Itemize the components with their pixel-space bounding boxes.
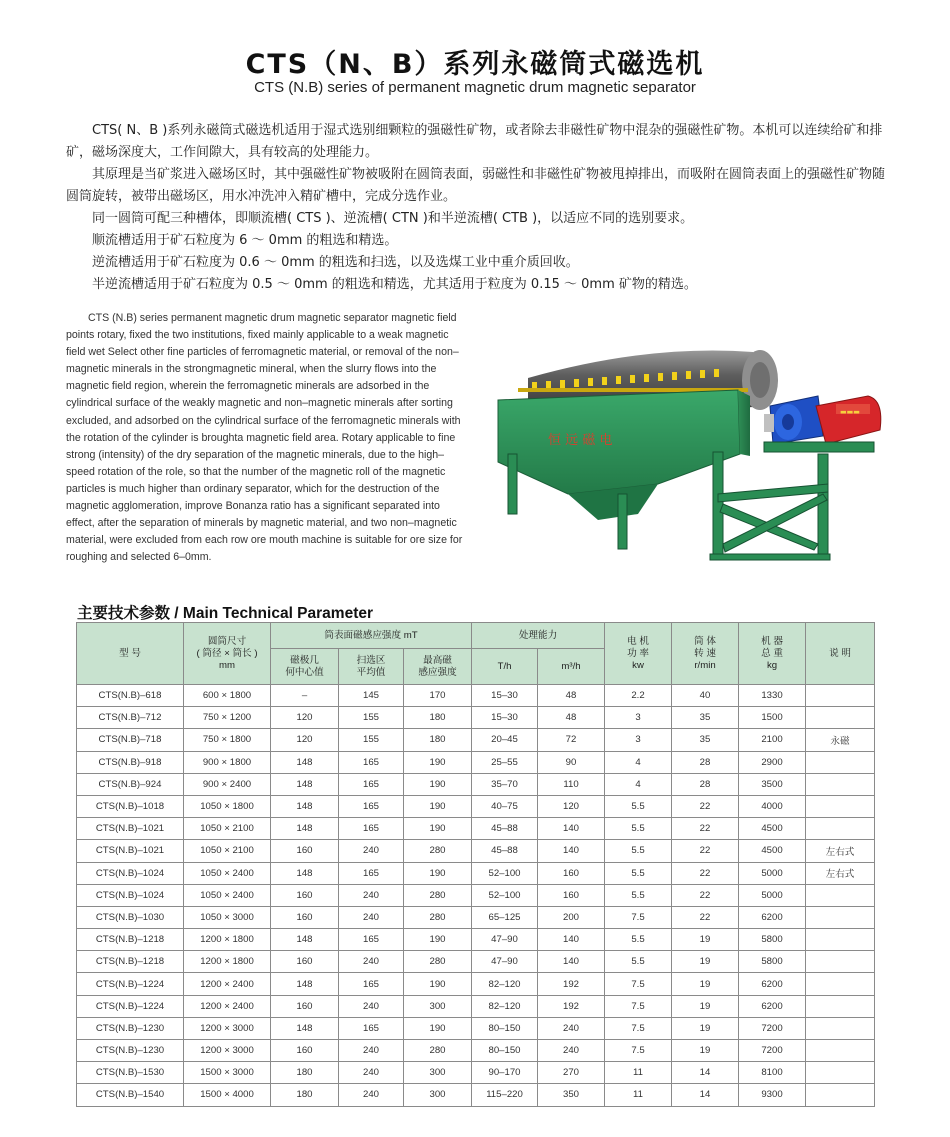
table-cell: CTS(N.B)–1024 — [77, 884, 184, 906]
table-row — [77, 906, 875, 928]
table-cell: 9300 — [739, 1084, 806, 1106]
table-cell: 190 — [404, 1017, 472, 1039]
table-cell: 120 — [271, 729, 339, 751]
table-cell — [806, 1017, 875, 1039]
table-cell: 22 — [672, 906, 739, 928]
table-cell: 165 — [339, 862, 404, 884]
table-cell: 52–100 — [472, 862, 538, 884]
table-row — [77, 840, 875, 862]
table-cell: 82–120 — [472, 973, 538, 995]
header-field-avg: 扫选区 平均值 — [339, 649, 404, 685]
table-cell: 1200 × 1800 — [184, 929, 271, 951]
table-cell: 140 — [538, 951, 605, 973]
header-capacity-th: T/h — [472, 649, 538, 685]
table-cell: 15–30 — [472, 685, 538, 707]
table-cell: 240 — [538, 1017, 605, 1039]
table-cell: 5.5 — [605, 795, 672, 817]
table-cell: 19 — [672, 973, 739, 995]
table-cell — [806, 751, 875, 773]
table-cell: 165 — [339, 773, 404, 795]
table-cell: 35 — [672, 707, 739, 729]
red-gearbox — [816, 396, 881, 444]
table-row — [77, 685, 875, 707]
table-cell: 900 × 2400 — [184, 773, 271, 795]
table-cell: 45–88 — [472, 840, 538, 862]
page-title: CTS（N、B）系列永磁筒式磁选机 — [245, 49, 705, 80]
table-cell: 750 × 1200 — [184, 707, 271, 729]
table-cell: 90–170 — [472, 1062, 538, 1084]
table-row — [77, 707, 875, 729]
table-cell: 2.2 — [605, 685, 672, 707]
table-cell: 80–150 — [472, 1017, 538, 1039]
table-cell — [806, 707, 875, 729]
table-cell: 5800 — [739, 929, 806, 951]
table-cell: CTS(N.B)–712 — [77, 707, 184, 729]
table-cell: 148 — [271, 1017, 339, 1039]
table-cell: 22 — [672, 840, 739, 862]
table-cell — [806, 1040, 875, 1062]
table-cell: 300 — [404, 1062, 472, 1084]
table-cell: CTS(N.B)–1224 — [77, 973, 184, 995]
table-cell: 1500 — [739, 707, 806, 729]
table-cell: 4500 — [739, 818, 806, 840]
table-cell: 22 — [672, 818, 739, 840]
header-field-max: 最高磁 感应强度 — [404, 649, 472, 685]
table-cell: 280 — [404, 906, 472, 928]
table-row — [77, 795, 875, 817]
table-cell: 148 — [271, 862, 339, 884]
table-cell: 11 — [605, 1062, 672, 1084]
table-body — [77, 685, 875, 1107]
table-cell: 22 — [672, 795, 739, 817]
table-cell: CTS(N.B)–1021 — [77, 818, 184, 840]
header-field-strength: 筒表面磁感应强度 mT — [271, 623, 472, 649]
table-cell: CTS(N.B)–1230 — [77, 1040, 184, 1062]
table-cell: 1200 × 3000 — [184, 1017, 271, 1039]
table-cell: 160 — [271, 951, 339, 973]
table-cell: 190 — [404, 818, 472, 840]
table-cell: 19 — [672, 929, 739, 951]
table-row — [77, 1040, 875, 1062]
table-cell: 48 — [538, 707, 605, 729]
table-cell: 165 — [339, 973, 404, 995]
drive-motor — [764, 396, 823, 444]
page-subtitle: CTS (N.B) series of permanent magnetic drum magnetic separator — [254, 79, 696, 96]
table-cell — [806, 1084, 875, 1106]
table-title: 主要技术参数 / Main Technical Parameter — [77, 605, 374, 622]
table-cell: CTS(N.B)–618 — [77, 685, 184, 707]
table-cell — [806, 1062, 875, 1084]
table-cell: 72 — [538, 729, 605, 751]
intro-paragraph: 半逆流槽适用于矿石粒度为 0.5 ～ 0mm 的粗选和精选，尤其适用于粒度为 0.15 ～ 0mm 矿物的精选。 — [92, 277, 697, 292]
table-cell — [806, 685, 875, 707]
table-row — [77, 929, 875, 951]
table-cell: 8100 — [739, 1062, 806, 1084]
table-cell: 120 — [271, 707, 339, 729]
table-cell: 160 — [271, 995, 339, 1017]
table-cell: 35–70 — [472, 773, 538, 795]
table-cell: 19 — [672, 951, 739, 973]
table-cell: 165 — [339, 1017, 404, 1039]
table-cell: 1500 × 3000 — [184, 1062, 271, 1084]
table-cell: 120 — [538, 795, 605, 817]
table-cell: 160 — [271, 906, 339, 928]
table-cell: 165 — [339, 751, 404, 773]
table-cell: 19 — [672, 1040, 739, 1062]
table-cell: 1200 × 2400 — [184, 995, 271, 1017]
table-cell: 7200 — [739, 1040, 806, 1062]
table-cell — [806, 773, 875, 795]
table-cell: 65–125 — [472, 906, 538, 928]
table-cell: 148 — [271, 818, 339, 840]
table-cell: 3500 — [739, 773, 806, 795]
table-cell: 5800 — [739, 951, 806, 973]
header-capacity: 处理能力 — [472, 623, 605, 649]
table-cell: 40–75 — [472, 795, 538, 817]
table-cell: 1500 × 4000 — [184, 1084, 271, 1106]
table-cell: 48 — [538, 685, 605, 707]
table-cell: 180 — [271, 1062, 339, 1084]
table-cell: 7.5 — [605, 1017, 672, 1039]
table-cell: 35 — [672, 729, 739, 751]
table-cell: 280 — [404, 1040, 472, 1062]
table-cell: 155 — [339, 729, 404, 751]
table-cell: 192 — [538, 995, 605, 1017]
table-cell: 750 × 1800 — [184, 729, 271, 751]
magnetic-separator-image — [488, 344, 888, 566]
table-cell: 240 — [339, 1062, 404, 1084]
header-pole-center: 磁极几 何中心值 — [271, 649, 339, 685]
table-cell: 4500 — [739, 840, 806, 862]
table-cell: 192 — [538, 973, 605, 995]
table-row — [77, 995, 875, 1017]
table-cell: 14 — [672, 1062, 739, 1084]
table-cell: – — [271, 685, 339, 707]
table-cell: 140 — [538, 818, 605, 840]
table-cell: 148 — [271, 795, 339, 817]
table-cell: 240 — [339, 906, 404, 928]
tank-label: 恒 远 磁 电 — [548, 433, 613, 448]
table-cell: 1200 × 1800 — [184, 951, 271, 973]
intro-paragraph: 顺流槽适用于矿石粒度为 6 ～ 0mm 的粗选和精选。 — [92, 233, 398, 248]
table-cell: 1050 × 3000 — [184, 906, 271, 928]
table-cell: 3 — [605, 729, 672, 751]
table-cell: 155 — [339, 707, 404, 729]
table-cell: CTS(N.B)–924 — [77, 773, 184, 795]
table-cell: 1200 × 3000 — [184, 1040, 271, 1062]
table-cell: 190 — [404, 862, 472, 884]
table-cell: 7.5 — [605, 995, 672, 1017]
table-cell — [806, 884, 875, 906]
table-cell: 280 — [404, 884, 472, 906]
table-cell: 1200 × 2400 — [184, 973, 271, 995]
table-cell: 5000 — [739, 862, 806, 884]
table-cell: 28 — [672, 751, 739, 773]
table-cell: 2900 — [739, 751, 806, 773]
table-cell: 180 — [404, 707, 472, 729]
table-cell: 1050 × 2100 — [184, 818, 271, 840]
table-cell: 180 — [271, 1084, 339, 1106]
table-cell: 240 — [339, 1084, 404, 1106]
table-cell: 90 — [538, 751, 605, 773]
table-cell: CTS(N.B)–1540 — [77, 1084, 184, 1106]
table-cell: 2100 — [739, 729, 806, 751]
table-cell: 240 — [339, 995, 404, 1017]
table-cell: 3 — [605, 707, 672, 729]
table-cell: 140 — [538, 840, 605, 862]
table-cell: 140 — [538, 929, 605, 951]
table-cell: 165 — [339, 929, 404, 951]
table-cell — [806, 951, 875, 973]
table-cell: 5.5 — [605, 929, 672, 951]
table-cell: CTS(N.B)–1030 — [77, 906, 184, 928]
table-cell: 190 — [404, 929, 472, 951]
table-cell: CTS(N.B)–1218 — [77, 951, 184, 973]
table-cell: 22 — [672, 862, 739, 884]
table-cell — [806, 818, 875, 840]
table-cell: 47–90 — [472, 929, 538, 951]
table-cell: 52–100 — [472, 884, 538, 906]
table-cell — [806, 973, 875, 995]
table-cell: 80–150 — [472, 1040, 538, 1062]
table-cell: 7200 — [739, 1017, 806, 1039]
technical-parameter-table — [76, 622, 875, 1107]
table-cell: 5.5 — [605, 884, 672, 906]
table-cell: CTS(N.B)–1218 — [77, 929, 184, 951]
header-motor-power: 电 机 功 率 kw — [605, 623, 672, 685]
table-cell — [806, 995, 875, 1017]
table-cell: 14 — [672, 1084, 739, 1106]
table-cell: 永磁 — [806, 729, 875, 751]
table-cell: 190 — [404, 795, 472, 817]
table-cell — [806, 795, 875, 817]
table-cell: 190 — [404, 773, 472, 795]
table-cell: 240 — [339, 951, 404, 973]
table-cell: 6200 — [739, 973, 806, 995]
table-cell: 300 — [404, 995, 472, 1017]
table-cell: 22 — [672, 884, 739, 906]
header-model: 型 号 — [77, 623, 184, 685]
table-cell: 25–55 — [472, 751, 538, 773]
table-cell: 300 — [404, 1084, 472, 1106]
table-cell: 左右式 — [806, 862, 875, 884]
table-row — [77, 884, 875, 906]
table-row — [77, 729, 875, 751]
table-cell: 1050 × 2400 — [184, 862, 271, 884]
table-cell: 160 — [271, 884, 339, 906]
table-cell: 165 — [339, 818, 404, 840]
table-cell: 165 — [339, 795, 404, 817]
table-cell: CTS(N.B)–718 — [77, 729, 184, 751]
table-cell: 4000 — [739, 795, 806, 817]
table-cell: CTS(N.B)–1024 — [77, 862, 184, 884]
header-drum-size: 圆筒尺寸 ( 筒径 × 筒长 ) mm — [184, 623, 271, 685]
table-cell: 240 — [538, 1040, 605, 1062]
intro-cn — [66, 120, 896, 296]
table-cell: CTS(N.B)–918 — [77, 751, 184, 773]
table-cell: 47–90 — [472, 951, 538, 973]
table-cell: 7.5 — [605, 973, 672, 995]
table-cell: 1050 × 2100 — [184, 840, 271, 862]
table-cell: 160 — [538, 862, 605, 884]
svg-text:▬▬▬: ▬▬▬ — [840, 408, 860, 416]
table-cell: 19 — [672, 1017, 739, 1039]
table-cell: CTS(N.B)–1224 — [77, 995, 184, 1017]
table-cell: 左右式 — [806, 840, 875, 862]
table-cell: 270 — [538, 1062, 605, 1084]
table-cell: 11 — [605, 1084, 672, 1106]
table-cell: 45–88 — [472, 818, 538, 840]
table-cell: 4 — [605, 773, 672, 795]
table-row — [77, 951, 875, 973]
table-cell: 148 — [271, 773, 339, 795]
table-cell: 5.5 — [605, 840, 672, 862]
table-cell: 240 — [339, 884, 404, 906]
table-cell: 115–220 — [472, 1084, 538, 1106]
table-cell: 1050 × 1800 — [184, 795, 271, 817]
table-cell: 20–45 — [472, 729, 538, 751]
table-cell: 5.5 — [605, 862, 672, 884]
table-cell: 180 — [404, 729, 472, 751]
header-note: 说 明 — [806, 623, 875, 685]
table-row — [77, 751, 875, 773]
table-row — [77, 1017, 875, 1039]
table-cell: 5.5 — [605, 818, 672, 840]
table-cell: CTS(N.B)–1230 — [77, 1017, 184, 1039]
table-cell: 1050 × 2400 — [184, 884, 271, 906]
table-cell: CTS(N.B)–1018 — [77, 795, 184, 817]
table-cell: 4 — [605, 751, 672, 773]
table-cell: 160 — [538, 884, 605, 906]
english-description: CTS (N.B) series permanent magnetic drum magnetic separator magnetic field points rotary, fixed the two institutions, fixed mainly applicable to a weak magnetic field wet Select other fine particles of ferromagnetic material, or removal of the non–magnetic minerals in the strongmagnetic mineral, when the slurry flows into the magnetic field region, wherein the ferromagnetic minerals are adsorbed in the cylindrical surface of the weakly magnetic and non–magnetic minerals after sorting excluded, and adsorbed on the cylindrical surface of the ferromagnetic minerals with the rotation of the cylinder is broughta magnetic field area. Rotary applicable to fine strong (intensity) of the dry separation of the magnetic minerals, due to the high–speed rotation of the role, so that the number of the magnetic roll of the magnetic particles is much higher than ordinary separator, which for the destruction of the magnetic agglomeration, improve Bonanza ratio has a significant separated into effect, after the separation of minerals by magnetic material, and two non–magnetic material, were excluded from each row ore mouth machine is suitable for ore size for roughing and selected 6–0mm. — [66, 312, 463, 564]
header-weight: 机 器 总 重 kg — [739, 623, 806, 685]
table-cell: 145 — [339, 685, 404, 707]
table-cell: CTS(N.B)–1021 — [77, 840, 184, 862]
table-cell — [806, 906, 875, 928]
table-cell: 28 — [672, 773, 739, 795]
table-cell: 6200 — [739, 995, 806, 1017]
table-cell: 7.5 — [605, 906, 672, 928]
intro-paragraph: 逆流槽适用于矿石粒度为 0.6 ～ 0mm 的粗选和扫选，以及选煤工业中重介质回收。 — [92, 255, 579, 270]
table-cell: 19 — [672, 995, 739, 1017]
table-row — [77, 773, 875, 795]
header-capacity-m3h: m³/h — [538, 649, 605, 685]
table-cell: 110 — [538, 773, 605, 795]
table-cell: 600 × 1800 — [184, 685, 271, 707]
intro-paragraph: 同一圆筒可配三种槽体，即顺流槽( CTS )、逆流槽( CTN )和半逆流槽( CTB )，以适应不同的选别要求。 — [92, 211, 694, 226]
table-cell: 5.5 — [605, 951, 672, 973]
table-cell: 148 — [271, 929, 339, 951]
table-cell: 190 — [404, 973, 472, 995]
table-cell: 40 — [672, 685, 739, 707]
table-cell: 160 — [271, 1040, 339, 1062]
table-cell: 280 — [404, 951, 472, 973]
table-cell: 200 — [538, 906, 605, 928]
table-row — [77, 862, 875, 884]
table-cell: 82–120 — [472, 995, 538, 1017]
table-row — [77, 1084, 875, 1106]
table-cell: 5000 — [739, 884, 806, 906]
table-cell: 280 — [404, 840, 472, 862]
table-cell: 148 — [271, 751, 339, 773]
table-row — [77, 1062, 875, 1084]
table-cell: 148 — [271, 973, 339, 995]
table-cell: 1330 — [739, 685, 806, 707]
table-cell — [806, 929, 875, 951]
table-cell: 15–30 — [472, 707, 538, 729]
table-row — [77, 973, 875, 995]
table-cell: 6200 — [739, 906, 806, 928]
table-cell: 240 — [339, 1040, 404, 1062]
table-cell: 160 — [271, 840, 339, 862]
table-cell: 350 — [538, 1084, 605, 1106]
table-cell: 7.5 — [605, 1040, 672, 1062]
table-cell: CTS(N.B)–1530 — [77, 1062, 184, 1084]
table-cell: 170 — [404, 685, 472, 707]
table-cell: 190 — [404, 751, 472, 773]
table-cell: 240 — [339, 840, 404, 862]
intro-paragraph: CTS( N、B )系列永磁筒式磁选机适用于湿式选别细颗粒的强磁性矿物，或者除去非磁性矿物中混杂的强磁性矿物。本机可以连续给矿和排矿，磁场深度大，工作间隙大，具有较高的处理能力。 — [66, 123, 883, 160]
intro-paragraph: 其原理是当矿浆进入磁场区时，其中强磁性矿物被吸附在圆筒表面，弱磁性和非磁性矿物被甩掉排出，而吸附在圆筒表面上的强磁性矿物随圆筒旋转，被带出磁场区，用水冲洗冲入精矿槽中，完成分选作业。 — [66, 167, 886, 204]
header-drum-speed: 筒 体 转 速 r/min — [672, 623, 739, 685]
table-cell: 900 × 1800 — [184, 751, 271, 773]
table-row — [77, 818, 875, 840]
